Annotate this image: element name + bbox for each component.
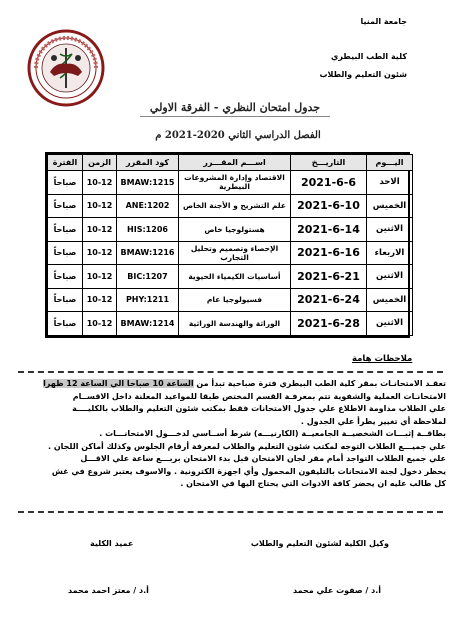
cell-day: الخميس (367, 288, 413, 312)
table-row (48, 265, 413, 289)
cell-course: أساسيات الكيمياء الحيوية (179, 265, 291, 289)
cell-course: فسيولوجيا عام (179, 288, 291, 312)
cell-period: صباحاً (48, 312, 83, 336)
cell-day: الاثنين (367, 265, 413, 289)
note-text: تعقـد الامتحانـات بمقر كلية الطب البيطري فترة صباحية تبدأ من (193, 379, 446, 388)
cell-date: 2021-6-16 (291, 241, 367, 265)
dean-name: أ.د / معتز احمد محمد (68, 586, 149, 595)
vice-dean-name: أ.د / صفوت علي محمد (292, 586, 381, 595)
table-header-row (48, 155, 413, 171)
cell-time: 10-12 (83, 171, 117, 195)
cell-date: 2021-6-10 (291, 194, 367, 218)
note-line: علي جميـــع الطلاب التوجه لمكتب شئون التعليم والطلاب لمعرفة أرقام الجلوس وكذلك أماكن اللجان . (48, 441, 446, 451)
cell-day: الاربعاء (367, 241, 413, 265)
table-row (48, 194, 413, 218)
note-line: علي الطلاب مداومة الاطلاع علي جدول الامتحانات فقط بمكتب شئون التعليم والطلاب بالكليــــة (72, 404, 446, 413)
table-row (48, 218, 413, 242)
cell-period: صباحاً (48, 218, 83, 242)
cell-period: صباحاً (48, 241, 83, 265)
note-highlight: الساعة 10 صباحا الي الساعة 12 ظهرا (43, 379, 194, 388)
table-row (48, 171, 413, 195)
notes-body (34, 378, 446, 491)
cell-time: 10-12 (83, 265, 117, 289)
header-code: كود المقرر (117, 155, 179, 171)
faculty-logo-icon (26, 28, 106, 108)
table-row (48, 312, 413, 336)
title-underline (140, 116, 330, 117)
cell-day: الاثنين (367, 218, 413, 242)
page-title: جدول امتحان النظري - الفرقة الاولي (149, 101, 321, 114)
cell-time: 10-12 (83, 288, 117, 312)
cell-period: صباحاً (48, 171, 83, 195)
table-row (48, 288, 413, 312)
cell-code: HIS:1206 (117, 218, 179, 242)
cell-code: ANE:1202 (117, 194, 179, 218)
header-day: اليـــوم (367, 155, 413, 171)
schedule-table (45, 152, 410, 338)
cell-date: 2021-6-28 (291, 312, 367, 336)
cell-time: 10-12 (83, 312, 117, 336)
cell-period: صباحاً (48, 288, 83, 312)
cell-date: 2021-6-21 (291, 265, 367, 289)
note-line: يحظر دخول لجنة الامتحانات بالتليفون المحمول وأي اجهزة الكترونية . والاسوف يعتبر شروع في غش (51, 466, 446, 476)
cell-time: 10-12 (83, 241, 117, 265)
divider-top (18, 371, 443, 373)
cell-code: BIC:1207 (117, 265, 179, 289)
cell-time: 10-12 (83, 194, 117, 218)
dean-title: عميد الكلية (90, 539, 134, 548)
header-period: الفترة (48, 155, 83, 171)
note-line: لملاحظة أي تغيير يطرأ علي الجدول . (300, 416, 446, 426)
cell-day: الاثنين (367, 312, 413, 336)
university-name: جامعة المنيا (360, 17, 407, 26)
note-line: الامتحانـات العملية والشفوية تتم بمعرفـة القسم المختص طبقا للمواعيد المعلنة داخل الاقســام (72, 391, 446, 401)
note-line (34, 378, 446, 391)
divider-bottom (18, 511, 443, 513)
department-name: شئون التعليم والطلاب (319, 70, 407, 79)
note-line: علي جميع الطلاب التواجد أمام مقر لجان الامتحان قبل بدء الامتحان بربـــع ساعة علي الاقـــل (80, 454, 446, 463)
cell-date: 2021-6-24 (291, 288, 367, 312)
header-time: الزمن (83, 155, 117, 171)
cell-day: الخميس (367, 194, 413, 218)
note-line: كل طالب عليه ان يحضر كافة الادوات التي يحتاج اليها في الامتحان . (180, 479, 446, 488)
semester-title: الفصل الدراسي الثاني 2020-2021 م (155, 130, 321, 141)
header-course: اســـم المقـــرر (179, 155, 291, 171)
vice-dean-title: وكيل الكلية لشئون التعليم والطلاب (250, 539, 389, 548)
faculty-name: كلية الطب البيطري (331, 52, 407, 61)
notes-heading: ملاحظات هامة (352, 354, 413, 364)
cell-date: 2021-6-6 (291, 171, 367, 195)
cell-course: هستولوجيا خاص (179, 218, 291, 242)
cell-period: صباحاً (48, 194, 83, 218)
cell-time: 10-12 (83, 218, 117, 242)
cell-date: 2021-6-14 (291, 218, 367, 242)
cell-period: صباحاً (48, 265, 83, 289)
cell-code: BMAW:1214 (117, 312, 179, 336)
cell-code: PHY:1211 (117, 288, 179, 312)
cell-course: علم التشريح و الأجنة الخاص (179, 194, 291, 218)
cell-code: BMAW:1216 (117, 241, 179, 265)
cell-code: BMAW:1215 (117, 171, 179, 195)
table-row (48, 241, 413, 265)
cell-day: الاحد (367, 171, 413, 195)
header-date: التاريـــخ (291, 155, 367, 171)
cell-course: الوراثة والهندسة الوراثية (179, 312, 291, 336)
note-line: بطاقــة إثبـــات الشخصيــة الجامعيــة (الكارنيـــه) شرط أســاسي لدخـــول الامتحانـــات . (99, 429, 446, 438)
cell-course: الاقتصاد وإدارة المشروعات البيطرية (179, 171, 291, 195)
cell-course: الإحصاء وتصميم وتحليل التجارب (179, 241, 291, 265)
